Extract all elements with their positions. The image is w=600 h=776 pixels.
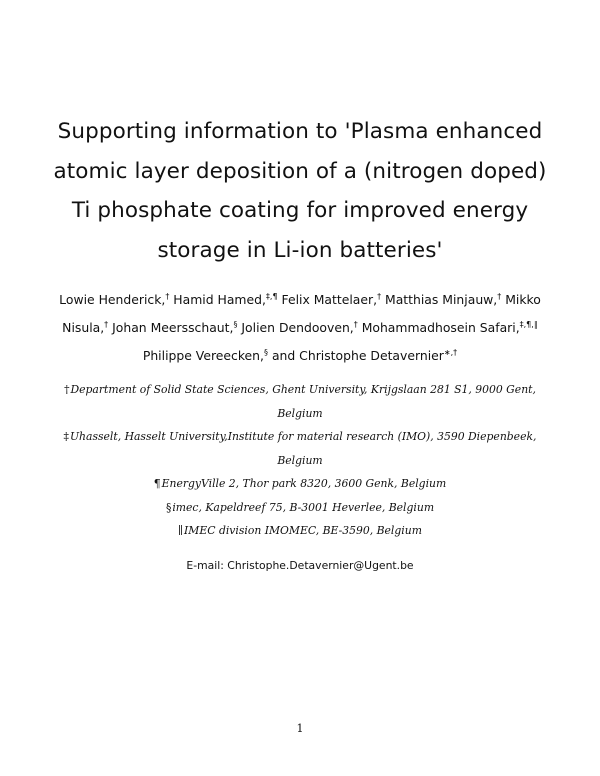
author-name: Felix Mattelaer, <box>281 292 378 307</box>
author-line <box>30 314 570 342</box>
affiliation-text: imec, Kapeldreef 75, B-3001 Heverlee, Belgium <box>172 500 435 514</box>
author-affiliation-marks: † <box>104 320 109 329</box>
affiliation-mark: † <box>64 383 70 396</box>
affiliation-line <box>30 378 570 402</box>
author-affiliation-marks: § <box>263 348 268 357</box>
affiliation-line: Belgium <box>277 406 323 420</box>
author-line <box>30 286 570 314</box>
affiliation-text: IMEC division IMOMEC, BE-3590, Belgium <box>184 524 422 537</box>
affiliation-line <box>30 472 570 496</box>
affiliation-text: Department of Solid State Sciences, Ghent University, Krijgslaan 281 S1, 9000 Gent, <box>70 383 536 396</box>
author-name: Hamid Hamed, <box>173 292 266 307</box>
author-name: Lowie Henderick, <box>59 292 166 307</box>
affiliation-mark: ¶ <box>153 477 161 490</box>
title-line: Supporting information to 'Plasma enhanced <box>57 119 543 144</box>
paper-title <box>40 112 560 270</box>
affiliation-line <box>30 425 570 449</box>
author-name: Mikko <box>505 292 541 307</box>
affiliation-mark: § <box>165 500 172 514</box>
author-name: Philippe Vereecken, <box>142 348 264 363</box>
title-line: storage in Li-ion batteries' <box>157 237 443 263</box>
affiliation-mark: ‡ <box>63 430 69 443</box>
author-name: Mohammadhosein Safari, <box>361 320 520 335</box>
author-affiliation-marks: ∗,† <box>443 348 458 357</box>
affiliation-line <box>30 519 570 543</box>
contact-email: E-mail: Christophe.Detavernier@Ugent.be <box>186 559 414 572</box>
author-affiliation-marks: † <box>353 320 358 329</box>
author-name: Matthias Minjauw, <box>385 292 498 307</box>
author-name: Jolien Dendooven, <box>241 320 354 335</box>
page-number: 1 <box>296 722 304 735</box>
author-affiliation-marks: † <box>497 292 502 301</box>
author-affiliation-marks: † <box>165 292 170 301</box>
author-name: Johan Meersschaut, <box>112 320 234 335</box>
author-affiliation-marks: § <box>233 320 238 329</box>
title-line: Ti phosphate coating for improved energy <box>71 198 529 223</box>
author-line <box>30 342 570 370</box>
author-affiliation-marks: † <box>377 292 382 301</box>
author-list <box>30 286 570 370</box>
affiliation-text: EnergyVille 2, Thor park 8320, 3600 Genk, Belgium <box>161 477 447 490</box>
affiliation-list <box>30 378 570 543</box>
author-affiliation-marks: ‡,¶ <box>265 292 278 301</box>
affiliation-text: Uhasselt, Hasselt University,Institute for material research (IMO), 3590 Diepenbeek, <box>69 430 537 443</box>
affiliation-line: Belgium <box>277 453 323 467</box>
affiliation-line <box>30 496 570 520</box>
author-affiliation-marks: ‡,¶,∥ <box>519 320 538 329</box>
author-name: and Christophe Detavernier <box>271 348 444 363</box>
author-name: Nisula, <box>62 320 105 335</box>
affiliation-mark: ∥ <box>178 524 184 537</box>
title-line: atomic layer deposition of a (nitrogen doped) <box>53 158 547 184</box>
